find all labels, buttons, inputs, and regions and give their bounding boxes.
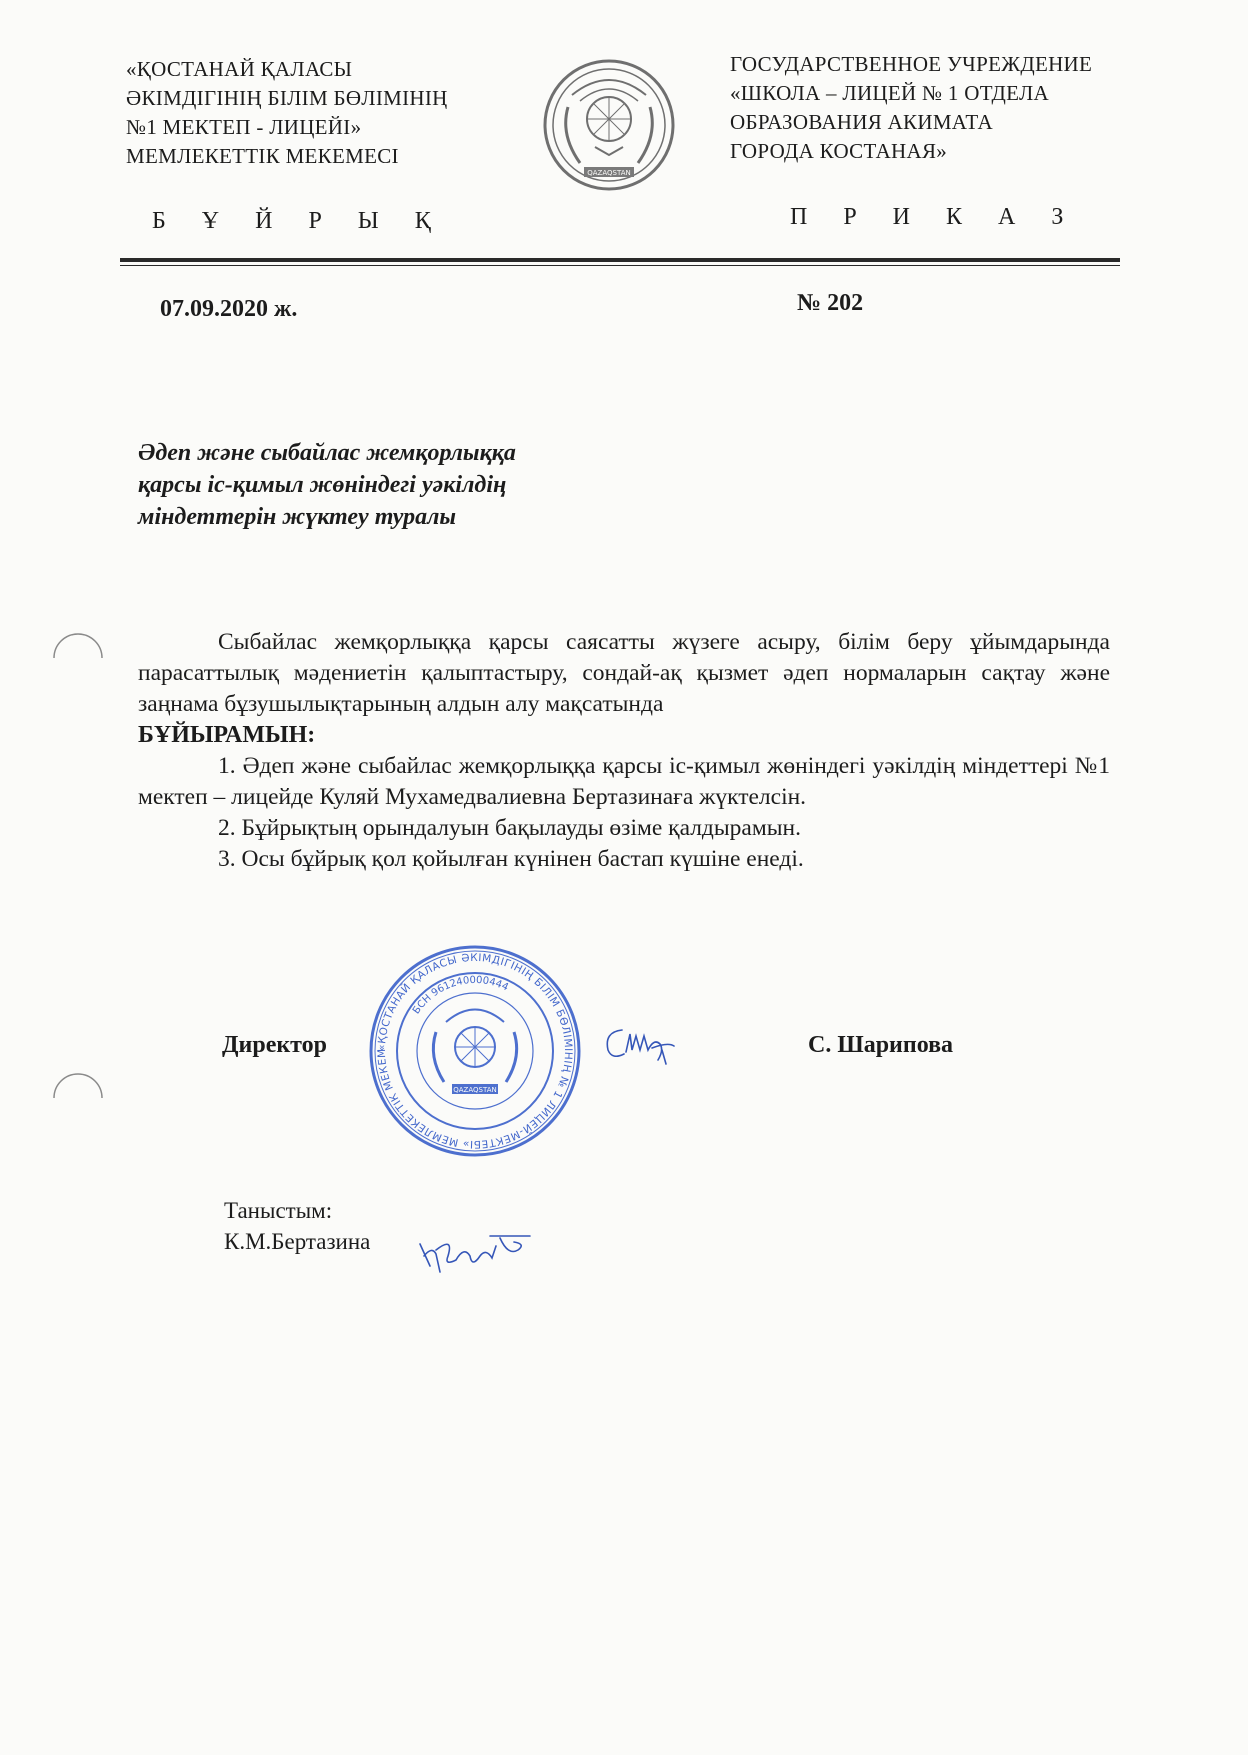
acquaintance-block	[224, 1195, 370, 1257]
subject-line: қарсы іс-қимыл жөніндегі уәкілдің	[138, 472, 507, 498]
document-date: 07.09.2020 ж.	[160, 296, 298, 322]
header-line: ӘКІМДІГІНІҢ БІЛІМ БӨЛІМІНІҢ	[126, 86, 448, 110]
svg-text:БСН 961240000444	[411, 975, 510, 1016]
official-seal	[366, 942, 584, 1160]
subject-line: Әдеп және сыбайлас жемқорлыққа	[138, 440, 516, 466]
order-item: 3. Осы бұйрық қол қойылған күнінен бастап күшіне енеді.	[218, 846, 804, 872]
seal-ring-text: «ҚОСТАНАЙ ҚАЛАСЫ ӘКІМДІГІНІҢ БІЛІМ БӨЛІМІНІҢ № 1 ЛИЦЕЙ-МЕКТЕБІ» МЕМЛЕКЕТТІК МЕКЕМ	[375, 951, 575, 1151]
state-emblem-icon	[540, 55, 678, 195]
document-body	[138, 627, 1110, 875]
seal-inner-text: БСН 961240000444	[410, 974, 510, 1017]
document-number: № 202	[797, 290, 864, 316]
header-line: ГОРОДА КОСТАНАЯ»	[730, 139, 948, 163]
header-line: №1 МЕКТЕП - ЛИЦЕЙІ»	[126, 115, 362, 139]
order-item: 2. Бұйрықтың орындалуын бақылауды өзіме қалдырамын.	[218, 815, 801, 841]
subject-line: міндеттерін жүктеу туралы	[138, 504, 457, 530]
preamble-paragraph: Сыбайлас жемқорлыққа қарсы саясатты жүзеге асыру, білім беру ұйымдарында парасаттылық мәдениетін қалыптастыру, сондай-ақ қызмет әдеп нормаларын сақтау және заңнама бұзушылықтарының алдын алу мақсатында	[138, 629, 1110, 717]
header-divider	[120, 258, 1120, 262]
header-russian	[730, 50, 1092, 166]
signatory-title: Директор	[222, 1032, 327, 1058]
header-line: «ШКОЛА – ЛИЦЕЙ № 1 ОТДЕЛА	[730, 81, 1050, 105]
acquainted-label: Таныстым:	[224, 1198, 333, 1223]
order-title-russian: П Р И К А З	[790, 204, 1079, 230]
decree-word: БҰЙЫРАМЫН:	[138, 722, 316, 748]
director-signature	[602, 1020, 692, 1070]
punch-hole-mark	[48, 628, 108, 688]
document-subject	[138, 437, 516, 533]
employee-signature	[414, 1226, 536, 1284]
director-name: С. Шарипова	[808, 1032, 954, 1058]
order-item: 1. Әдеп және сыбайлас жемқорлыққа қарсы іс-қимыл жөніндегі уәкілдің міндеттері №1 мектеп – лицейде Куляй Мухамедвалиевна Бертазинаға жүктелсін.	[138, 753, 1110, 810]
punch-hole-mark	[48, 1068, 108, 1128]
header-line: МЕМЛЕКЕТТІК МЕКЕМЕСІ	[126, 144, 399, 168]
header-line: «ҚОСТАНАЙ ҚАЛАСЫ	[126, 57, 353, 81]
acquainted-name: К.М.Бертазина	[224, 1229, 371, 1254]
emblem-label: QAZAQSTAN	[587, 169, 631, 177]
header-kazakh	[126, 55, 448, 171]
order-title-kazakh: Б Ұ Й Р Ы Қ	[152, 208, 446, 234]
header-line: ГОСУДАРСТВЕННОЕ УЧРЕЖДЕНИЕ	[730, 52, 1093, 76]
header-line: ОБРАЗОВАНИЯ АКИМАТА	[730, 110, 993, 134]
seal-center-label: QAZAQSTAN	[453, 1086, 497, 1094]
header-divider-thin	[120, 265, 1120, 266]
